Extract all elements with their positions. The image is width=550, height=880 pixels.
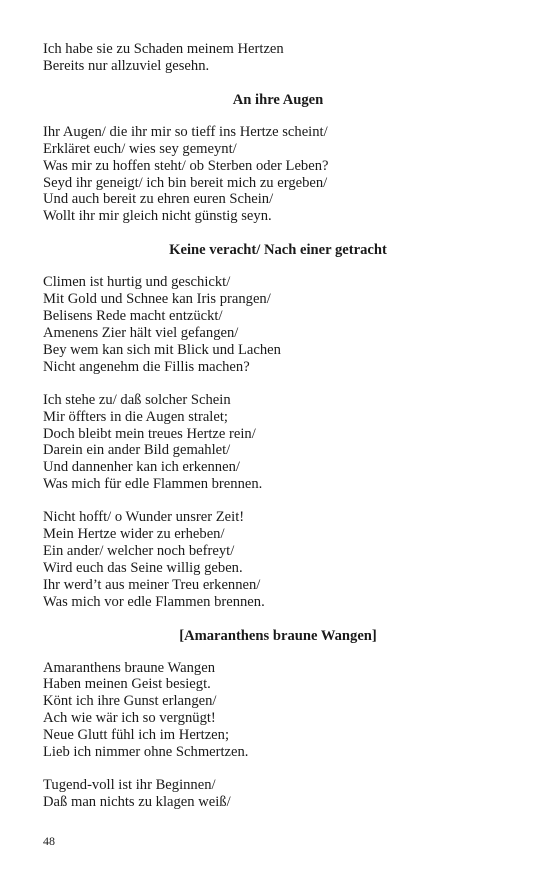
poem-title: An ihre Augen xyxy=(232,91,324,108)
verse-line: Was mich für edle Flammen brennen. xyxy=(43,476,263,493)
verse-line: Ein ander/ welcher noch befreyt/ xyxy=(43,542,235,559)
verse-line: Und auch bereit zu ehren euren Schein/ xyxy=(43,191,274,208)
verse-line: Amaranthens braune Wangen xyxy=(43,659,215,676)
poem-title: Keine veracht/ Nach einer getracht xyxy=(169,242,387,259)
verse-line: Lieb ich nimmer ohne Schmertzen. xyxy=(43,744,249,761)
stanza xyxy=(43,392,513,493)
verse-line: Belisens Rede macht entzückt/ xyxy=(43,308,223,325)
stanza xyxy=(43,660,513,761)
page-number: 48 xyxy=(43,834,55,848)
verse-line: Was mir zu hoffen steht/ ob Sterben oder Leben? xyxy=(43,157,329,174)
verse-line: Bey wem kan sich mit Blick und Lachen xyxy=(43,341,281,358)
verse-line: Ihr werd’t aus meiner Treu erkennen/ xyxy=(43,576,261,593)
verse-line: Wollt ihr mir gleich nicht günstig seyn. xyxy=(43,208,272,225)
verse-line: Könt ich ihre Gunst erlangen/ xyxy=(43,693,217,710)
verse-line: Mit Gold und Schnee kan Iris prangen/ xyxy=(43,291,271,308)
verse-line: Climen ist hurtig und geschickt/ xyxy=(43,274,231,291)
stanza xyxy=(43,777,513,811)
verse-line: Bereits nur allzuviel gesehn. xyxy=(43,57,210,74)
verse-line: Seyd ihr geneigt/ ich bin bereit mich zu ergeben/ xyxy=(43,174,328,191)
verse-line: Neue Glutt fühl ich im Hertzen; xyxy=(43,727,230,744)
verse-line: Erkläret euch/ wies sey gemeynt/ xyxy=(43,140,237,157)
verse-line: Amenens Zier hält viel gefangen/ xyxy=(43,324,239,341)
verse-line: Doch bleibt mein treues Hertze rein/ xyxy=(43,425,256,442)
verse-line: Haben meinen Geist besiegt. xyxy=(43,676,211,693)
verse-line: Tugend-voll ist ihr Beginnen/ xyxy=(43,777,216,793)
verse-line: Was mich vor edle Flammen brennen. xyxy=(43,593,265,610)
verse-line: Mir öffters in die Augen stralet; xyxy=(43,408,228,425)
verse-line: Wird euch das Seine willig geben. xyxy=(43,559,243,576)
verse-line: Darein ein ander Bild gemahlet/ xyxy=(43,442,231,459)
verse-line: Mein Hertze wider zu erheben/ xyxy=(43,526,225,543)
verse-line: Ich stehe zu/ daß solcher Schein xyxy=(43,391,231,408)
verse-line: Und dannenher kan ich erkennen/ xyxy=(43,459,240,476)
stanza xyxy=(43,124,513,225)
stanza xyxy=(43,41,513,75)
verse-line: Daß man nichts zu klagen weiß/ xyxy=(43,793,231,810)
verse-line: Ach wie wär ich so vergnügt! xyxy=(43,710,216,727)
verse-line: Nicht hofft/ o Wunder unsrer Zeit! xyxy=(43,509,245,526)
stanza xyxy=(43,509,513,610)
verse-line: Ihr Augen/ die ihr mir so tieff ins Hertze scheint/ xyxy=(43,123,328,140)
verse-line: Nicht angenehm die Fillis machen? xyxy=(43,358,250,375)
poem-title: [Amaranthens braune Wangen] xyxy=(179,627,377,644)
poem-page xyxy=(43,41,513,811)
stanza xyxy=(43,274,513,375)
verse-line: Ich habe sie zu Schaden meinem Hertzen xyxy=(43,41,284,57)
